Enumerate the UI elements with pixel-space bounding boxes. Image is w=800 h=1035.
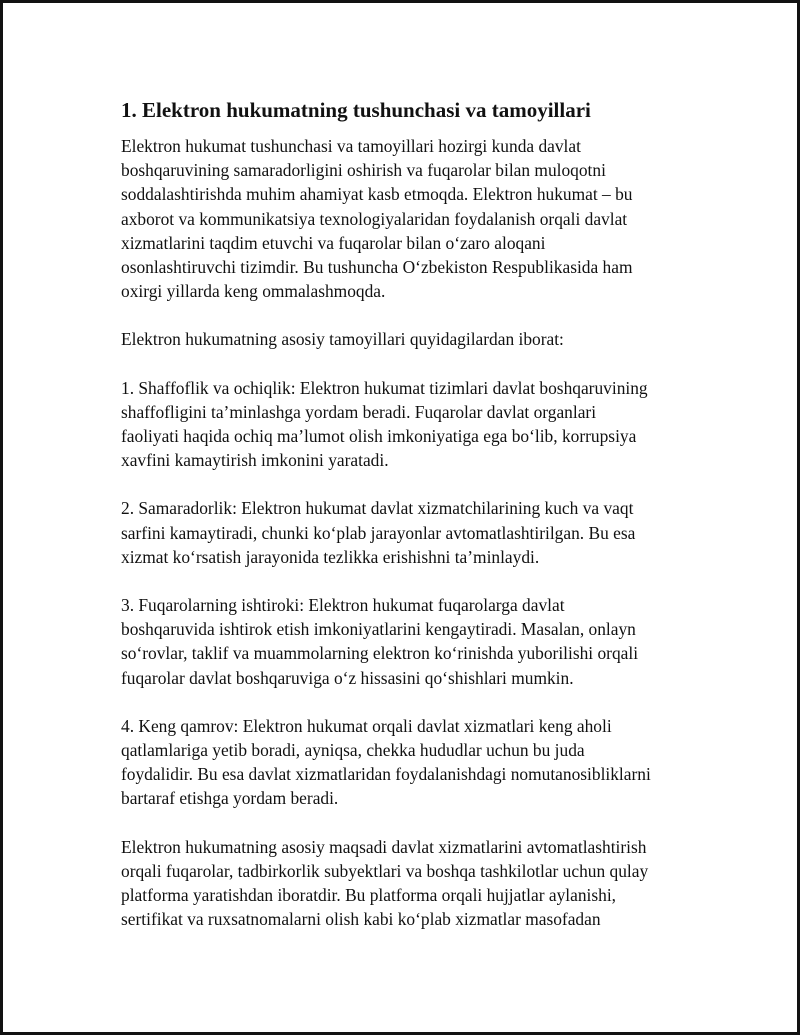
text-line: sarfini kamaytiradi, chunki ko‘plab jarayonlar avtomatlashtirilgan. Bu esa [121, 522, 636, 543]
text-line: oxirgi yillarda keng ommalashmoqda. [121, 281, 386, 302]
text-line: orqali fuqarolar, tadbirkorlik subyektlari va boshqa tashkilotlar uchun qulay [121, 860, 649, 881]
text-line: shaffofligini ta’minlashga yordam beradi. Fuqarolar davlat organlari [121, 401, 597, 422]
text-line: 4. Keng qamrov: Elektron hukumat orqali davlat xizmatlari keng aholi [121, 715, 612, 736]
text-line: osonlashtiruvchi tizimdir. Bu tushuncha O‘zbekiston Respublikasida ham [121, 257, 633, 278]
text-line: so‘rovlar, taklif va muammolarning elektron ko‘rinishda yuborilishi orqali [121, 643, 639, 664]
document-body [121, 96, 696, 955]
text-line: faoliyati haqida ochiq ma’lumot olish imkoniyatiga ega bo‘lib, korrupsiya [121, 426, 637, 447]
text-line: soddalashtirishda muhim ahamiyat kasb etmoqda. Elektron hukumat – bu [121, 184, 633, 205]
text-line: bartaraf etishga yordam beradi. [121, 788, 339, 809]
paragraph-principle-efficiency [121, 496, 696, 569]
paragraph-principles-intro [121, 327, 696, 351]
text-line: 2. Samaradorlik: Elektron hukumat davlat xizmatchilarining kuch va vaqt [121, 498, 634, 519]
text-line: Elektron hukumat tushunchasi va tamoyillari hozirgi kunda davlat [121, 136, 581, 156]
text-line: fuqarolar davlat boshqaruviga o‘z hissasini qo‘shishlari mumkin. [121, 667, 574, 688]
text-line: foydalidir. Bu esa davlat xizmatlaridan foydalanishdagi nomutanosibliklarni [121, 764, 651, 785]
section-title: 1. Elektron hukumatning tushunchasi va tamoyillari [121, 98, 591, 122]
text-line: platforma yaratishdan iboratdir. Bu platforma orqali hujjatlar aylanishi, [121, 885, 617, 906]
text-line: sertifikat va ruxsatnomalarni olish kabi ko‘plab xizmatlar masofadan [121, 909, 601, 930]
text-line: xizmat ko‘rsatish jarayonida tezlikka erishishni ta’minlaydi. [121, 546, 540, 567]
text-line: 1. Shaffoflik va ochiqlik: Elektron hukumat tizimlari davlat boshqaruvining [121, 377, 648, 398]
text-line: Elektron hukumatning asosiy maqsadi davlat xizmatlarini avtomatlashtirish [121, 836, 647, 857]
paragraph-principle-transparency [121, 376, 696, 473]
text-line: xizmatlarini taqdim etuvchi va fuqarolar bilan o‘zaro aloqani [121, 232, 546, 253]
text-line: Elektron hukumatning asosiy tamoyillari quyidagilardan iborat: [121, 329, 564, 350]
text-line: 3. Fuqarolarning ishtiroki: Elektron hukumat fuqarolarga davlat [121, 595, 565, 616]
text-line: boshqaruvining samaradorligini oshirish va fuqarolar bilan muloqotni [121, 160, 606, 181]
paragraph-main-goal [121, 835, 696, 932]
paragraph-principle-coverage [121, 714, 696, 811]
paragraph-principle-participation [121, 593, 696, 690]
paragraph-intro [121, 134, 696, 303]
text-line: axborot va kommunikatsiya texnologiyalaridan foydalanish orqali davlat [121, 208, 628, 229]
text-line: xavfini kamaytirish imkonini yaratadi. [121, 450, 389, 471]
text-line: boshqaruvida ishtirok etish imkoniyatlarini kengaytiradi. Masalan, onlayn [121, 619, 636, 640]
text-line: qatlamlariga yetib boradi, ayniqsa, chekka hududlar uchun bu juda [121, 740, 585, 761]
